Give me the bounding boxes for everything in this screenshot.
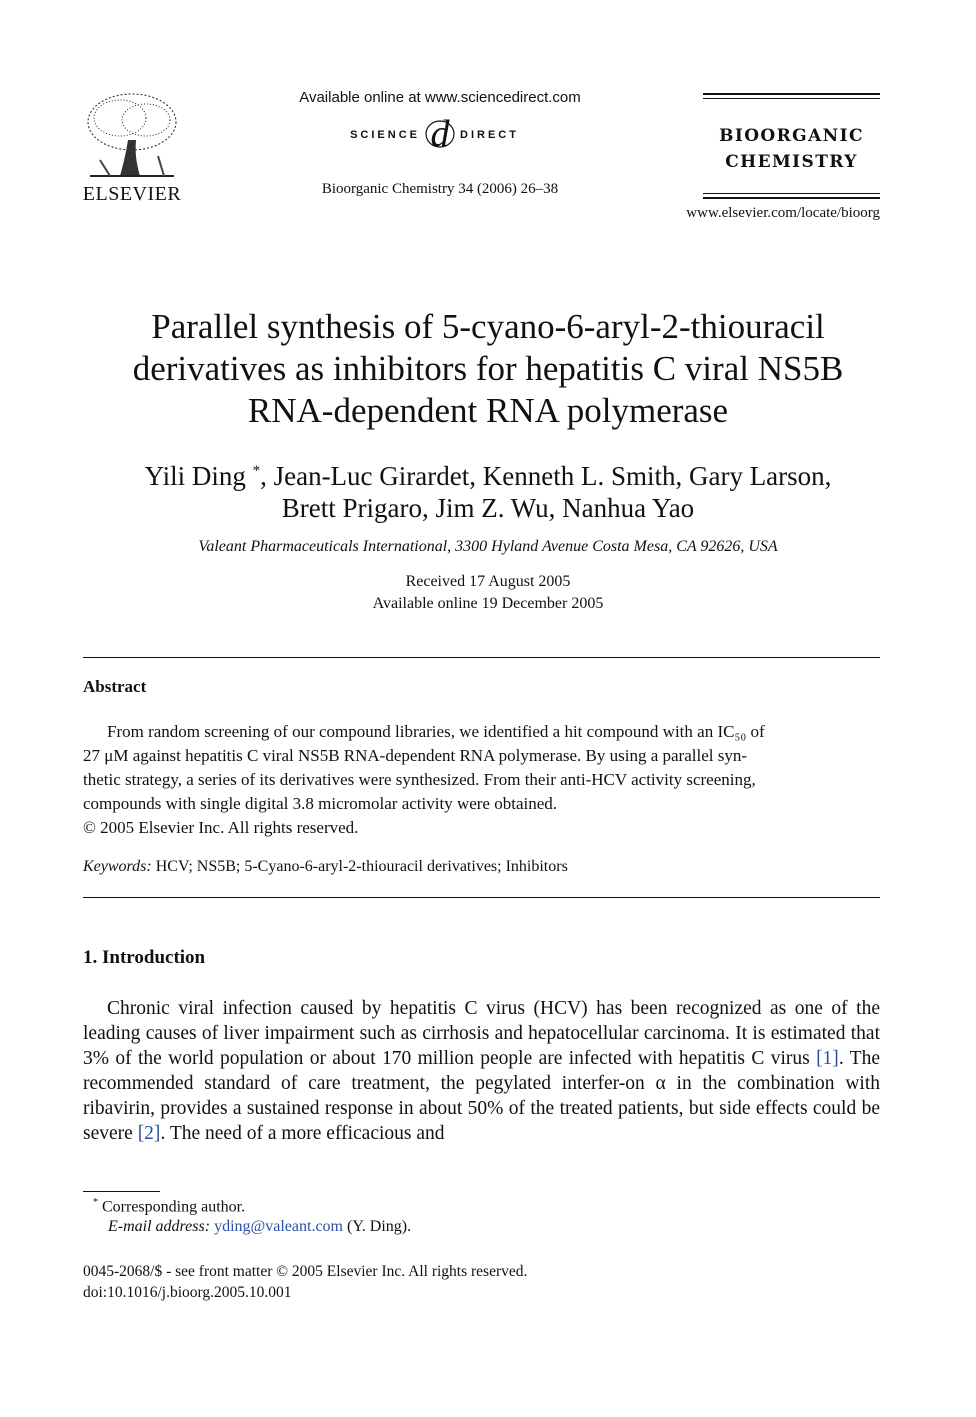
abstract-line: compounds with single digital 3.8 micromolar activity were obtained. (83, 794, 558, 813)
author-list (60, 455, 916, 524)
available-date: Available online 19 December 2005 (372, 595, 604, 612)
section-heading: 1. Introduction (83, 947, 206, 968)
reference-link[interactable]: [2] (137, 1123, 161, 1144)
divider (83, 657, 880, 658)
affiliation: Valeant Pharmaceuticals International, 3300 Hyland Avenue Costa Mesa, CA 92626, USA (198, 538, 778, 555)
abstract-copyright: © 2005 Elsevier Inc. All rights reserved. (83, 818, 359, 837)
footnote-rule (83, 1191, 160, 1192)
title-line: derivatives as inhibitors for hepatitis C viral NS5B (132, 349, 844, 388)
email-suffix: (Y. Ding). (342, 1218, 412, 1235)
sciencedirect-left-text: SCIENCE (350, 129, 420, 141)
journal-name (703, 123, 880, 175)
footnote-corresponding (93, 1197, 245, 1216)
abstract-body (83, 720, 880, 840)
sciencedirect-right-text: DIRECT (460, 129, 519, 141)
journal-citation: Bioorganic Chemistry 34 (2006) 26–38 (321, 181, 559, 197)
author-name[interactable]: Yili Ding (144, 461, 253, 491)
abstract-line: thetic strategy, a series of its derivatives were synthesized. From their anti-HCV activity screening, (83, 770, 756, 789)
author-names: , Jean-Luc Girardet, Kenneth L. Smith, Gary Larson, (260, 461, 832, 491)
keywords-label: Keywords: (83, 858, 152, 875)
footnote-text: Corresponding author. (102, 1198, 246, 1216)
keywords-list: HCV; NS5B; 5-Cyano-6-aryl-2-thiouracil derivatives; Inhibitors (155, 858, 568, 875)
title-line: RNA-dependent RNA polymerase (247, 391, 729, 430)
email-label: E-mail address: (108, 1218, 211, 1235)
author-names: Brett Prigaro, Jim Z. Wu, Nanhua Yao (281, 493, 695, 523)
abstract-heading: Abstract (83, 677, 147, 696)
article-title (60, 306, 916, 432)
available-online-text: Available online at www.sciencedirect.com (299, 89, 581, 106)
email-link[interactable]: yding@valeant.com (214, 1218, 343, 1235)
corresponding-author-mark[interactable]: * (252, 463, 261, 479)
footnote-email (108, 1218, 411, 1236)
doi[interactable]: doi:10.1016/j.bioorg.2005.10.001 (83, 1284, 292, 1301)
abstract-line: From random screening of our compound libraries, we identified a hit compound with an IC₅₀ of (107, 722, 765, 741)
journal-name-line1: BIOORGANIC (719, 126, 864, 146)
introduction-paragraph (83, 996, 880, 1146)
issn-line: 0045-2068/$ - see front matter © 2005 Elsevier Inc. All rights reserved. (83, 1263, 528, 1280)
received-date: Received 17 August 2005 (405, 573, 571, 590)
title-line: Parallel synthesis of 5-cyano-6-aryl-2-thiouracil (151, 307, 825, 346)
sciencedirect-logo[interactable] (270, 115, 610, 155)
keywords (83, 858, 880, 876)
elsevier-wordmark: ELSEVIER (82, 183, 182, 205)
intro-text: . The need of a more efficacious and (160, 1123, 445, 1144)
journal-name-line2: CHEMISTRY (725, 152, 858, 172)
intro-text: . The recommended standard of care treatment, the pegylated interfer-on α in the combination with ribavirin, provides a sustained response in about 50% of the treated patients, but side effects could be severe (83, 1048, 881, 1144)
intro-text: Chronic viral infection caused by hepatitis C virus (HCV) has been recognized as one of the leading causes of liver impairment such as cirrhosis and hepatocellular carcinoma. It is estimated that 3% of the world population or about 170 million people are infected with hepatitis C virus (83, 998, 880, 1069)
divider (83, 897, 880, 898)
article-dates (60, 571, 916, 615)
abstract-line: 27 μM against hepatitis C viral NS5B RNA-dependent RNA polymerase. By using a parallel syn- (83, 746, 747, 765)
footnote-mark: * (93, 1197, 98, 1208)
reference-link[interactable]: [1] (816, 1048, 839, 1069)
sciencedirect-d-mark: d (430, 115, 450, 155)
journal-masthead (703, 93, 880, 199)
journal-url[interactable]: www.elsevier.com/locate/bioorg (686, 205, 880, 221)
